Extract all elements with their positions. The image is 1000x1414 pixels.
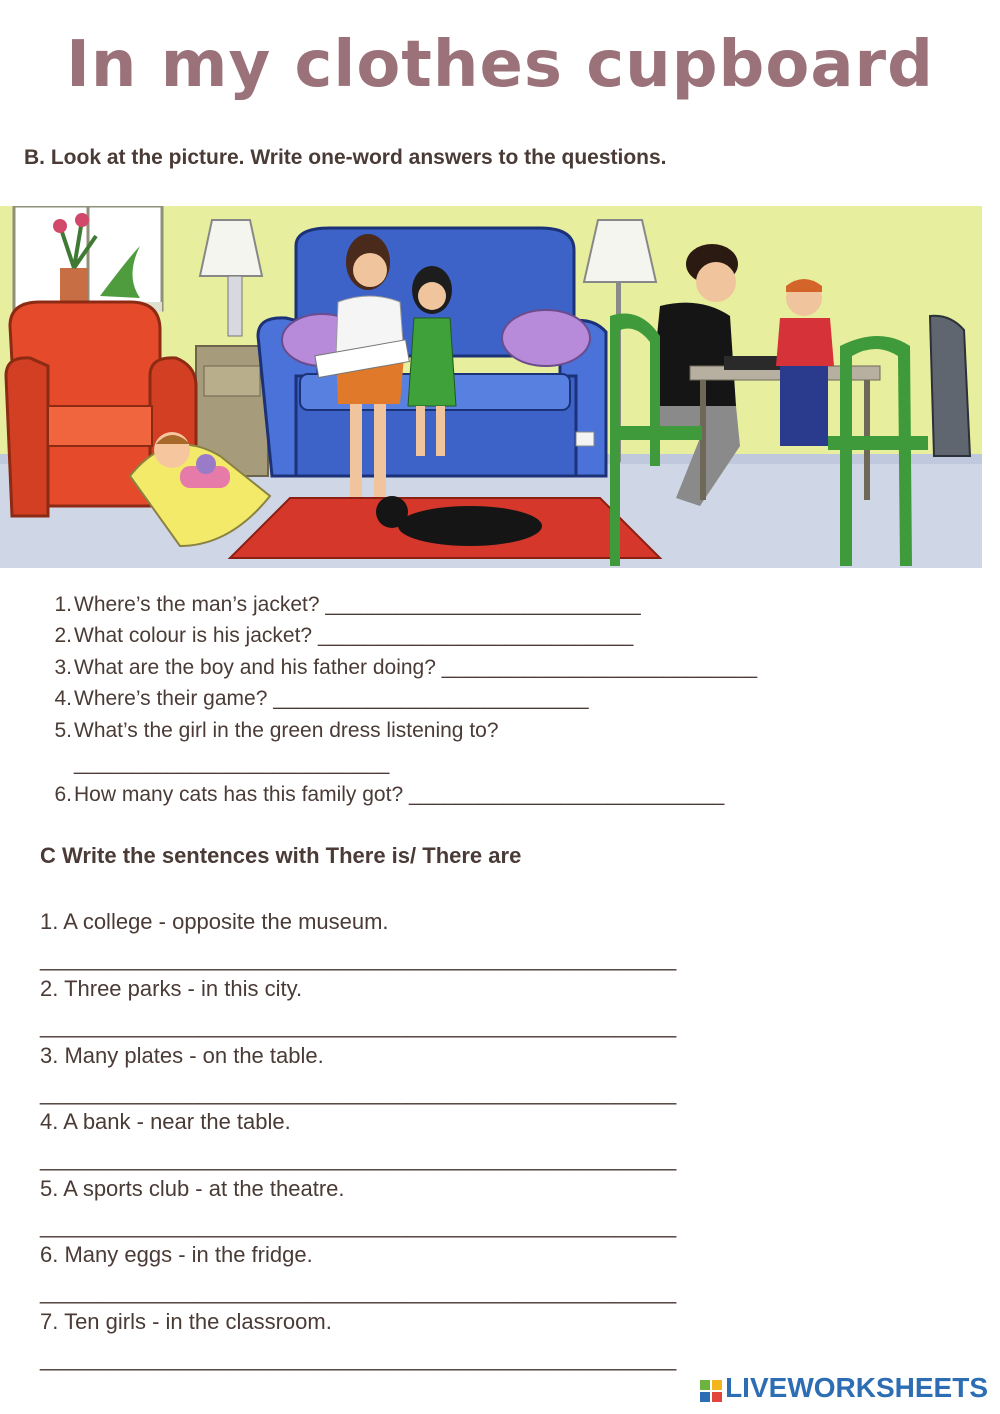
question-1-number: 1. [54,593,72,616]
sentence-answer-line-5[interactable]: ____________________________________________________ [40,1213,677,1238]
answer-blank-5[interactable]: ___________________________ [74,752,390,775]
question-1-text: Where’s the man’s jacket? [74,593,326,616]
liveworksheets-icon [700,1377,722,1399]
page-title: In my clothes cupboard [66,28,934,102]
question-2 [52,624,633,648]
sentence-prompt-4: 4. A bank - near the table. [40,1109,291,1134]
question-2-text: What colour is his jacket? [74,624,318,647]
sentence-answer-line-3[interactable]: ____________________________________________________ [40,1080,677,1105]
living-room-illustration [0,206,982,568]
question-2-number: 2. [54,624,72,647]
question-5 [52,719,499,743]
sentence-answer-line-2[interactable]: ____________________________________________________ [40,1013,677,1038]
section-c-instruction: C Write the sentences with There is/ There are [40,843,522,868]
answer-blank-4[interactable]: ___________________________ [273,687,589,710]
answer-blank-1[interactable]: ___________________________ [325,593,641,616]
sentence-answer-line-7[interactable]: ____________________________________________________ [40,1346,677,1371]
sentence-answer-line-4[interactable]: ____________________________________________________ [40,1146,677,1171]
question-3-number: 3. [54,656,72,679]
question-5-text: What’s the girl in the green dress listening to? [74,719,499,742]
question-5-number: 5. [54,719,72,742]
question-6-text: How many cats has this family got? [74,783,409,806]
liveworksheets-brand-text: LIVEWORKSHEETS [725,1372,988,1403]
sentence-prompt-6: 6. Many eggs - in the fridge. [40,1242,313,1267]
sentence-answer-line-1[interactable]: ____________________________________________________ [40,946,677,971]
question-4-number: 4. [54,687,72,710]
answer-blank-3[interactable]: ___________________________ [441,656,758,679]
question-4-text: Where’s their game? [74,687,274,710]
sentence-prompt-1: 1. A college - opposite the museum. [40,909,389,934]
question-6-number: 6. [54,783,72,806]
question-4 [52,687,589,711]
liveworksheets-logo [700,1372,988,1404]
sentence-prompt-2: 2. Three parks - in this city. [40,976,303,1001]
answer-blank-2[interactable]: ___________________________ [317,624,634,647]
question-3 [52,656,757,680]
sentence-answer-line-6[interactable]: ____________________________________________________ [40,1279,677,1304]
answer-blank-6[interactable]: ___________________________ [408,783,725,806]
sentence-prompt-5: 5. A sports club - at the theatre. [40,1176,345,1201]
question-3-text: What are the boy and his father doing? [74,656,442,679]
section-b-instruction: B. Look at the picture. Write one-word answers to the questions. [24,146,667,169]
sentence-prompt-3: 3. Many plates - on the table. [40,1043,324,1068]
question-6 [52,783,724,807]
sentence-prompt-7: 7. Ten girls - in the classroom. [40,1309,332,1334]
question-1 [52,593,641,617]
